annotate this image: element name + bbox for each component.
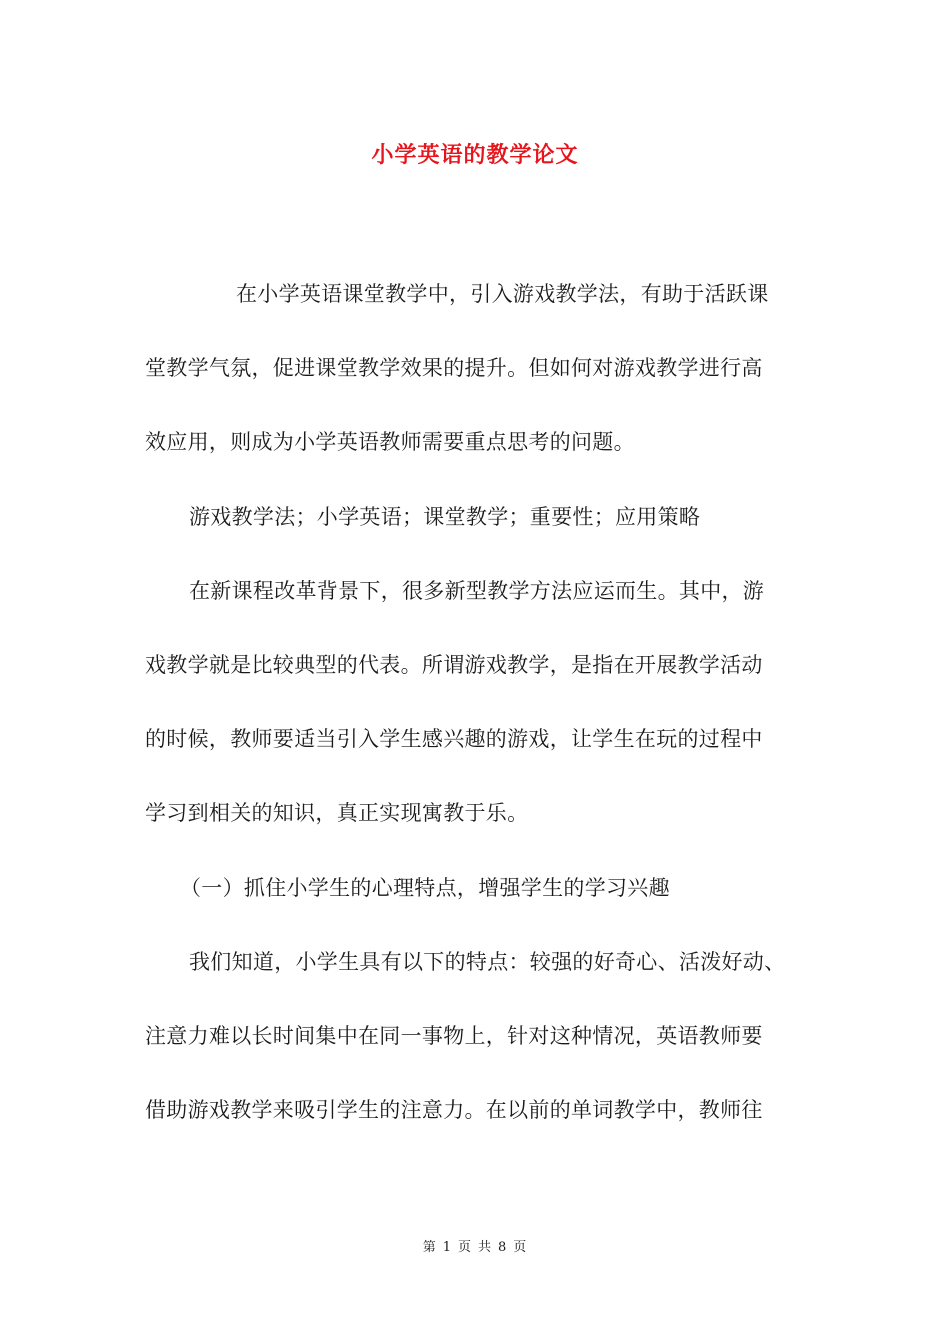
- keywords-line: 游戏教学法；小学英语；课堂教学；重要性；应用策略: [189, 505, 701, 529]
- footer-di: 第: [422, 1240, 437, 1255]
- page-footer: [0, 1236, 950, 1255]
- paragraph-line: 注意力难以长时间集中在同一事物上，针对这种情况，英语教师要: [145, 1024, 763, 1048]
- section-heading: （一）抓住小学生的心理特点，增强学生的学习兴趣: [180, 876, 670, 900]
- footer-ye: 页: [457, 1240, 472, 1255]
- paragraph-line: 在小学英语课堂教学中，引入游戏教学法，有助于活跃课: [236, 282, 769, 306]
- paragraph-line: 效应用，则成为小学英语教师需要重点思考的问题。: [145, 430, 635, 454]
- footer-total-pages: 8: [498, 1240, 508, 1255]
- footer-ye2: 页: [513, 1240, 528, 1255]
- document-title: 小学英语的教学论文: [371, 142, 579, 168]
- paragraph-line: 的时候，教师要适当引入学生感兴趣的游戏，让学生在玩的过程中: [145, 727, 763, 751]
- paragraph-line: 在新课程改革背景下，很多新型教学方法应运而生。其中，游: [189, 579, 765, 603]
- paragraph-line: 戏教学就是比较典型的代表。所谓游戏教学，是指在开展教学活动: [145, 653, 763, 677]
- paragraph-line: 借助游戏教学来吸引学生的注意力。在以前的单词教学中，教师往: [145, 1098, 763, 1122]
- footer-gong: 共: [478, 1240, 493, 1255]
- footer-page-number: 1: [442, 1240, 452, 1255]
- paragraph-line: 学习到相关的知识，真正实现寓教于乐。: [145, 801, 529, 825]
- paragraph-line: 我们知道，小学生具有以下的特点：较强的好奇心、活泼好动、: [189, 950, 786, 974]
- paragraph-line: 堂教学气氛，促进课堂教学效果的提升。但如何对游戏教学进行高: [145, 356, 763, 380]
